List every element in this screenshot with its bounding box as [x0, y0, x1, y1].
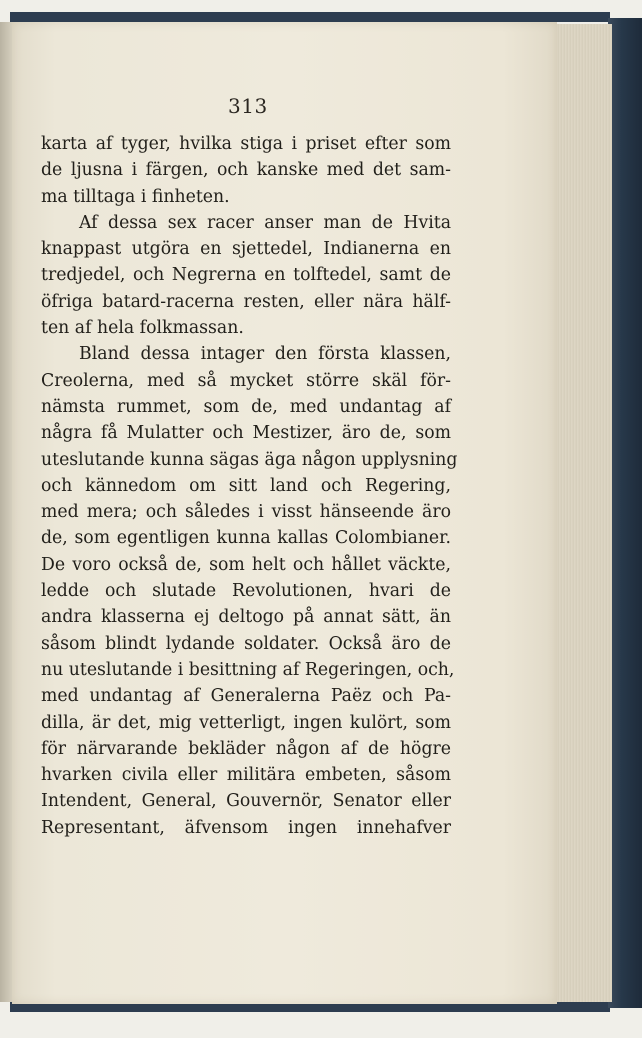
text-line: ma tilltaga i finheten. [41, 186, 230, 207]
text-line: med undantag af Generalerna Paëz och Pa- [41, 686, 451, 707]
text-line: nu uteslutande i besittning af Regeringen, och, [41, 659, 455, 680]
text-line: några få Mulatter och Mestizer, äro de, som [41, 423, 451, 444]
text-line: de, som egentligen kunna kallas Colombianer. [41, 528, 451, 549]
text-line: knappast utgöra en sjettedel, Indianerna en [41, 239, 451, 260]
text-line: Creolerna, med så mycket större skäl för- [41, 370, 451, 391]
text-line: uteslutande kunna sägas äga någon upplysning [41, 449, 458, 470]
text-line: andra klasserna ej deltogo på annat sätt, än [41, 607, 451, 628]
book-cover-top [10, 12, 610, 22]
text-line: öfriga batard-racerna resten, eller nära hälf- [41, 291, 451, 312]
text-line: ten af hela folkmassan. [41, 318, 244, 339]
text-line: tredjedel, och Negrerna en tolftedel, samt de [41, 265, 451, 286]
text-line: Intendent, General, Gouvernör, Senator eller [41, 791, 451, 812]
text-line: och kännedom om sitt land och Regering, [41, 475, 451, 496]
page-number: 313 [228, 94, 268, 118]
text-line: dilla, är det, mig vetterligt, ingen kulört, som [41, 712, 451, 733]
text-line: med mera; och således i visst hänseende äro [41, 502, 451, 523]
text-line: de ljusna i färgen, och kanske med det sam- [41, 160, 451, 181]
text-line: för närvarande bekläder någon af de högre [41, 738, 451, 759]
text-line: hvarken civila eller militära embeten, såsom [41, 765, 451, 786]
text-line: karta af tyger, hvilka stiga i priset efter som [41, 134, 451, 154]
page-text [41, 131, 458, 841]
book-cover-edge [608, 18, 642, 1008]
page-stack-edge [555, 24, 612, 1002]
text-line: Representant, äfvensom ingen innehafver [41, 817, 451, 838]
text-line: Af dessa sex racer anser man de Hvita [79, 212, 451, 233]
text-line: nämsta rummet, som de, med undantag af [41, 396, 451, 417]
text-line: De voro också de, som helt och hållet väckte, [41, 554, 451, 575]
text-line: ledde och slutade Revolutionen, hvari de [41, 581, 451, 602]
text-line: såsom blindt lydande soldater. Också äro de [41, 633, 451, 654]
text-line: Bland dessa intager den första klassen, [79, 344, 451, 365]
